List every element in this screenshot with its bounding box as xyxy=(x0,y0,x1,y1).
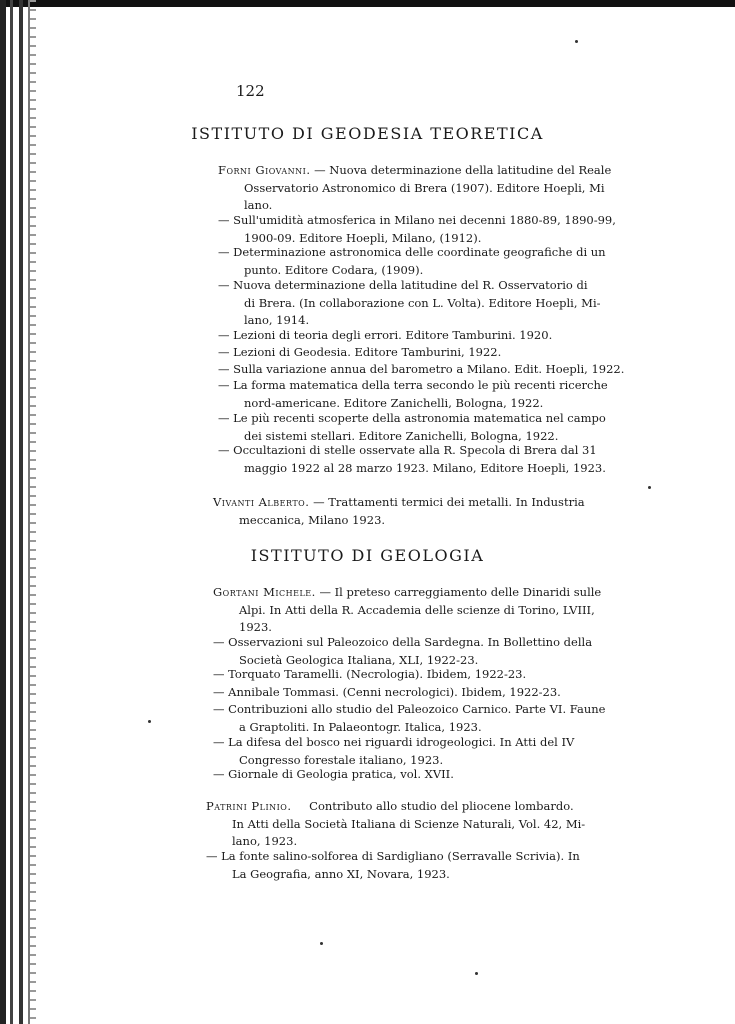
section-title-geologia: ISTITUTO DI GEOLOGIA xyxy=(250,546,485,565)
bibliography-entry: — Torquato Taramelli. (Necrologia). Ibidem, 1922-23. xyxy=(213,667,527,681)
bibliography-entry: — Le più recenti scoperte della astronomia matematica nel campo dei sistemi stellari. Editore Zanichelli, Bologna, 1922. xyxy=(218,411,606,443)
bibliography-entry: Gortani Michele. — Il preteso carreggiamento delle Dinaridi sulle Alpi. In Atti della R. Accademia delle scienze di Torino, LVIII, 1923. xyxy=(213,585,602,635)
bibliography-entry: — Determinazione astronomica delle coordinate geografiche di un punto. Editore Codara, (1909). xyxy=(218,245,606,277)
bibliography-entry: — Giornale di Geologia pratica, vol. XVII. xyxy=(213,767,454,781)
bibliography-entry: — Contribuzioni allo studio del Paleozoico Carnico. Parte VI. Faune a Graptoliti. In Palaeontogr. Italica, 1923. xyxy=(213,702,606,734)
bibliography-entry: — La fonte salino-solforea di Sardigliano (Serravalle Scrivia). In La Geografia, anno XI, Novara, 1923. xyxy=(206,849,580,881)
bibliography-entry: — Lezioni di teoria degli errori. Editore Tamburini. 1920. xyxy=(218,328,553,342)
bibliography-entry: — Sull'umidità atmosferica in Milano nei decenni 1880-89, 1890-99, 1900-09. Editore Hoepli, Milano, (1912). xyxy=(218,213,616,245)
scan-speck xyxy=(575,40,578,43)
bibliography-entry: Vivanti Alberto. — Trattamenti termici dei metalli. In Industria meccanica, Milano 1923. xyxy=(213,495,585,527)
bibliography-entry: — Occultazioni di stelle osservate alla R. Specola di Brera dal 31 maggio 1922 al 28 marzo 1923. Milano, Editore Hoepli, 1923. xyxy=(218,443,606,475)
scan-speck xyxy=(320,942,323,945)
author-name: Patrini Plinio. xyxy=(206,799,292,813)
scan-speck xyxy=(475,972,478,975)
scan-speck xyxy=(648,486,651,489)
bibliography-entry: — Annibale Tommasi. (Cenni necrologici). Ibidem, 1922-23. xyxy=(213,685,561,699)
scan-speck xyxy=(148,720,151,723)
scan-top-edge xyxy=(0,0,735,7)
bibliography-entry: Forni Giovanni. — Nuova determinazione della latitudine del Reale Osservatorio Astronomico di Brera (1907). Editore Hoepli, Mi lano. xyxy=(218,163,612,213)
bibliography-entry: — Lezioni di Geodesia. Editore Tamburini, 1922. xyxy=(218,345,502,359)
page-number: 122 xyxy=(236,82,265,100)
book-binding-edge xyxy=(0,0,36,1024)
author-name: Forni Giovanni. xyxy=(218,163,311,177)
bibliography-entry: — La forma matematica della terra secondo le più recenti ricerche nord-americane. Editore Zanichelli, Bologna, 1922. xyxy=(218,378,608,410)
bibliography-entry: Patrini Plinio. Contributo allo studio del pliocene lombardo. In Atti della Società Italiana di Scienze Naturali, Vol. 42, Mi- lano, 1923. xyxy=(206,799,586,849)
author-name: Gortani Michele. xyxy=(213,585,316,599)
section-title-geodesia: ISTITUTO DI GEODESIA TEORETICA xyxy=(191,124,544,143)
bibliography-entry: — Osservazioni sul Paleozoico della Sardegna. In Bollettino della Società Geologica Italiana, XLI, 1922-23. xyxy=(213,635,593,667)
bibliography-entry: — Nuova determinazione della latitudine del R. Osservatorio di di Brera. (In collaborazione con L. Volta). Editore Hoepli, Mi- lano, 1914. xyxy=(218,278,601,328)
bibliography-entry: — La difesa del bosco nei riguardi idrogeologici. In Atti del IV Congresso forestale italiano, 1923. xyxy=(213,735,575,767)
bibliography-entry: — Sulla variazione annua del barometro a Milano. Edit. Hoepli, 1922. xyxy=(218,362,625,376)
author-name: Vivanti Alberto. xyxy=(213,495,310,509)
